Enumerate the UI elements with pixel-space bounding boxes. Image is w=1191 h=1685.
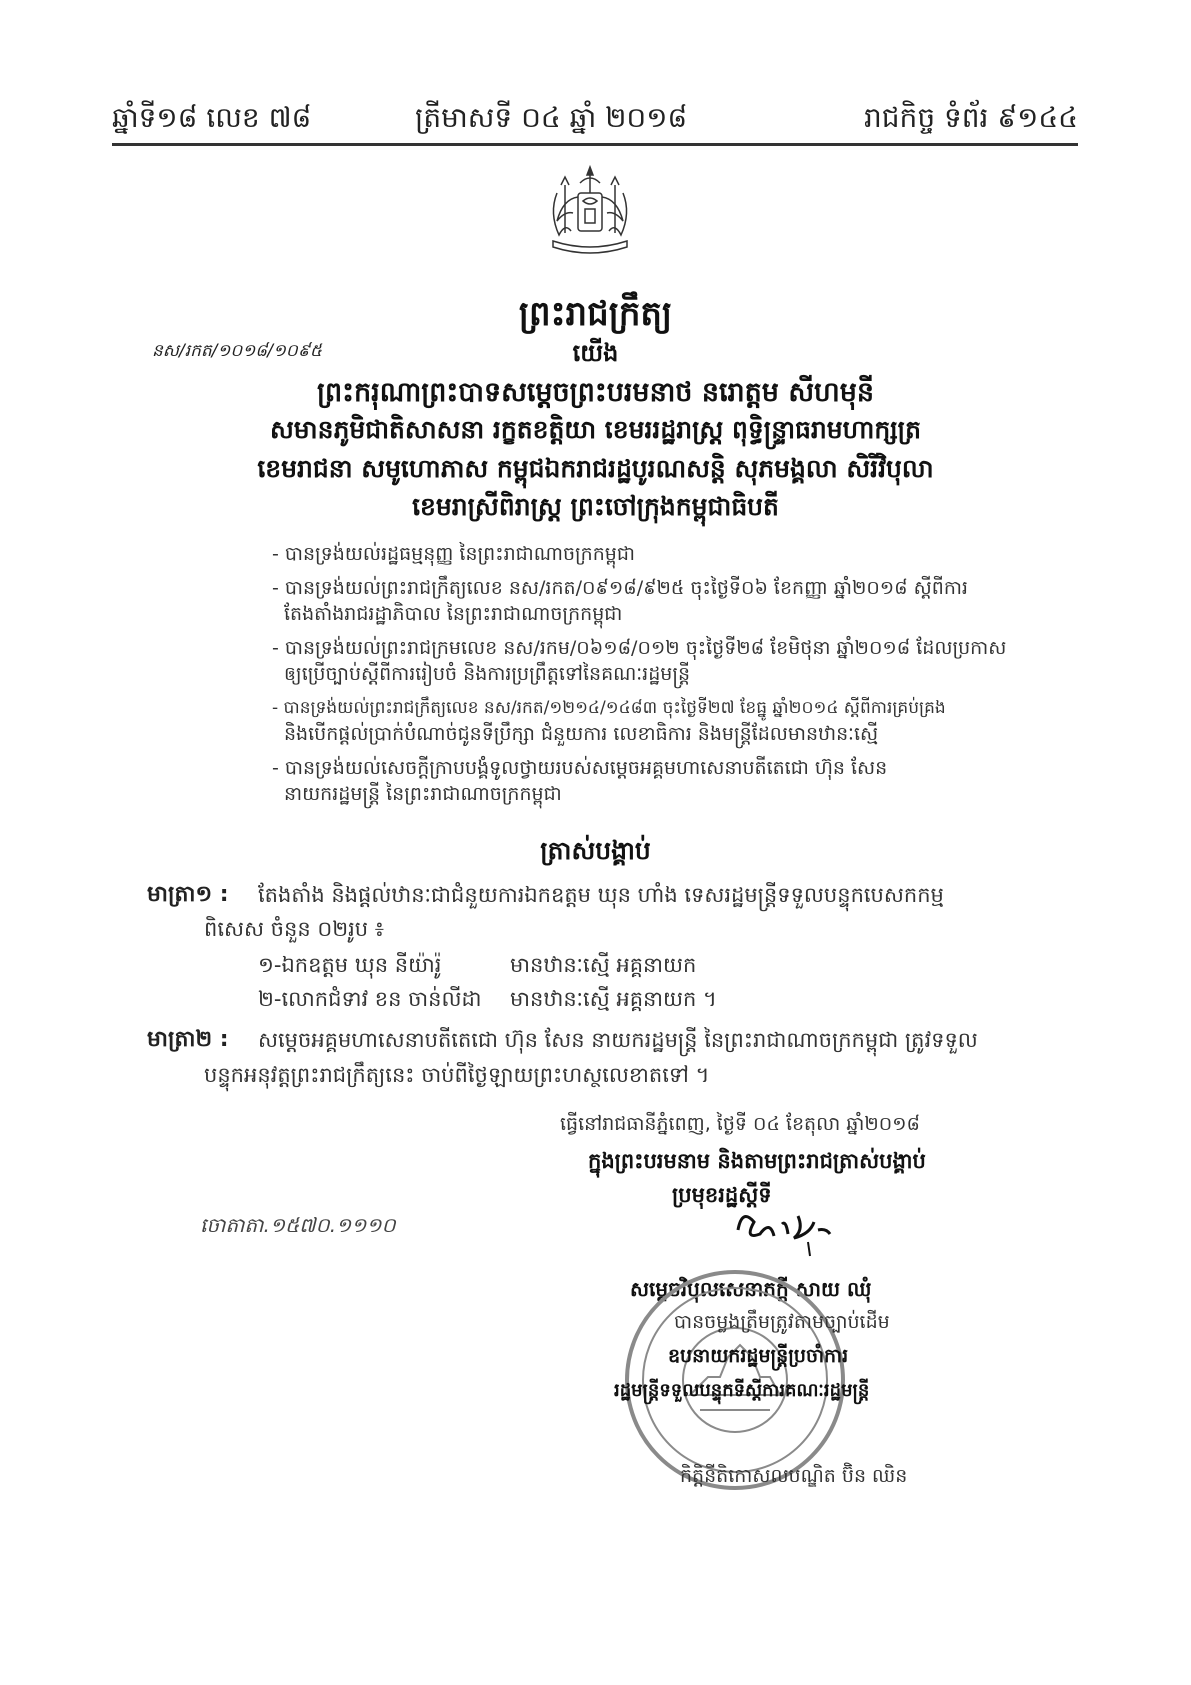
king-title-line-3: ខេមរាជនា សមូហោភាស កម្ពុជឯករាជរដ្ឋបូរណសន្តិ សុភមង្គលា សិរីវិបុលា [257, 454, 934, 483]
decree-reference-number: នស/រកត/១០១៨/១០៩៥ [152, 341, 322, 361]
we-heading: យើង [572, 339, 619, 367]
considerations-list [272, 541, 1072, 807]
by-royal-order: ក្នុងព្រះបរមនាម និងតាមព្រះរាជត្រាស់បង្គាប់ [588, 1149, 926, 1173]
acting-head-of-state: ប្រមុខរដ្ឋស្តីទី [672, 1183, 772, 1207]
consideration-line: ឲ្យប្រើច្បាប់ស្តីពីការរៀបចំ និងការប្រព្រឹត្តទៅនៃគណៈរដ្ឋមន្ត្រី [284, 663, 691, 685]
consideration-item [272, 755, 1072, 807]
gazette-quarter: ត្រីមាសទី ០៤ ឆ្នាំ ២០១៨ [415, 101, 688, 134]
ministry-title: រដ្ឋមន្ត្រីទទួលបន្ទុកទីស្តីការគណៈរដ្ឋមន្ត្រី [614, 1380, 870, 1401]
consideration-item [272, 541, 1072, 567]
article-2-text-line-1: សម្តេចអគ្គមហាសេនាបតីតេជោ ហ៊ុន សែន នាយករដ្ឋមន្ត្រី នៃព្រះរាជាណាចក្រកម្ពុជា ត្រូវទទួល [258, 1028, 978, 1052]
certified-copy: បានចម្លងត្រឹមត្រូវតាមច្បាប់ដើម [674, 1311, 890, 1333]
appointee-2-rank: មានឋានៈស្មើ អគ្គនាយក ។ [510, 987, 717, 1011]
article-1-text-line-1: តែងតាំង និងផ្តល់ឋានៈជាជំនួយការឯកឧត្តម ឃុន ហាំង ទេសរដ្ឋមន្ត្រីទទួលបន្ទុកបេសកកម្ម [258, 883, 944, 907]
consideration-line: - បានទ្រង់យល់ព្រះរាជក្រឹត្យលេខ នស/រកត/០៩១៨/៩២៥ ចុះថ្ងៃទី០៦ ខែកញ្ញា ឆ្នាំ២០១៨ ស្តីពីការ [272, 577, 968, 599]
appointee-2-name: ២-លោកជំទាវ ខន ចាន់លីដា [258, 987, 482, 1011]
deputy-prime-minister-title: ឧបនាយករដ្ឋមន្ត្រីប្រចាំការ [668, 1345, 849, 1367]
consideration-line: និងបើកផ្តល់ប្រាក់បំណាច់ជូនទីប្រឹក្សា ជំនួយការ លេខាធិការ និងមន្ត្រីដែលមានឋានៈស្មើ [284, 723, 879, 745]
king-title-line-1: ព្រះករុណាព្រះបាទសម្តេចព្រះបរមនាថ នរោត្តម សីហមុនី [316, 377, 875, 408]
gazette-year-number: ឆ្នាំទី១៨ លេខ ៧៨ [112, 101, 312, 134]
decides-heading: ត្រាស់បង្គាប់ [540, 836, 651, 865]
consideration-line: តែងតាំងរាជរដ្ឋាភិបាល នៃព្រះរាជាណាចក្រកម្ពុជា [284, 603, 623, 625]
consideration-item [272, 575, 1072, 627]
consideration-item [272, 695, 1072, 747]
article-2-text-line-2: បន្ទុកអនុវត្តព្រះរាជក្រឹត្យនេះ ចាប់ពីថ្ងៃឡាយព្រះហស្ថលេខាតទៅ ។ [204, 1063, 710, 1087]
king-title-line-2: សមានភូមិជាតិសាសនា រក្ខតខត្តិយា ខេមររដ្ឋរាស្ត្រ ពុទ្ធិន្ទ្រាធរាមហាក្សត្រ [270, 415, 921, 444]
gazette-page: រាជកិច្ច ទំព័រ ៩១៤៤ [864, 101, 1078, 134]
article-2-label: មាត្រា២ : [147, 1027, 229, 1052]
signatory-final-name: កិត្តិនីតិកោសលបណ្ឌិត ប៊ិន ឈិន [680, 1465, 908, 1487]
article-1-label: មាត្រា១ : [147, 882, 229, 907]
head-of-state-name: សម្តេចវិបុលសេនាភក្តី សាយ ឈុំ [630, 1277, 872, 1301]
consideration-item [272, 635, 1072, 687]
appointee-1-name: ១-ឯកឧត្តម ឃុន នីយ៉ារ៉ូ [258, 953, 442, 977]
consideration-line: នាយករដ្ឋមន្ត្រី នៃព្រះរាជាណាចក្រកម្ពុជា [284, 783, 562, 805]
date-place-line: ធ្វើនៅរាជធានីភ្នំពេញ, ថ្ងៃទី ០៤ ខែតុលា ឆ្នាំ២០១៨ [560, 1113, 921, 1135]
header-divider [112, 143, 1078, 146]
article-1-text-line-2: ពិសេស ចំនួន ០២រូប ៖ [204, 917, 384, 941]
decree-title: ព្រះរាជក្រឹត្យ [518, 294, 673, 334]
appointee-1-rank: មានឋានៈស្មើ អគ្គនាយក [510, 953, 697, 977]
consideration-line: - បានទ្រង់យល់សេចក្តីក្រាបបង្គំទូលថ្វាយរបស់សម្តេចអគ្គមហាសេនាបតីតេជោ ហ៊ុន សែន [272, 757, 888, 779]
consideration-line: - បានទ្រង់យល់រដ្ឋធម្មនុញ្ញ នៃព្រះរាជាណាចក្រកម្ពុជា [272, 543, 635, 565]
royal-coat-of-arms-icon [535, 163, 645, 263]
consideration-line: - បានទ្រង់យល់ព្រះរាជក្រឹត្យលេខ នស/រកត/១២១៤/១៤៨៣ ចុះថ្ងៃទី២៧ ខែធ្នូ ឆ្នាំ២០១៤ ស្តីពីការគ្រប់គ្រង [272, 698, 946, 718]
handwritten-note: ចោតាតា.១៥៧០.១១១០ [200, 1213, 396, 1237]
consideration-line: - បានទ្រង់យល់ព្រះរាជក្រមលេខ នស/រកម/០៦១៨/០១២ ចុះថ្ងៃទី២៨ ខែមិថុនា ឆ្នាំ២០១៨ ដែលប្រកាស [272, 637, 1007, 659]
signature-mark [730, 1200, 850, 1264]
king-title-line-4: ខេមរាស្រីពិរាស្ត្រ ព្រះចៅក្រុងកម្ពុជាធិបតី [412, 492, 779, 521]
